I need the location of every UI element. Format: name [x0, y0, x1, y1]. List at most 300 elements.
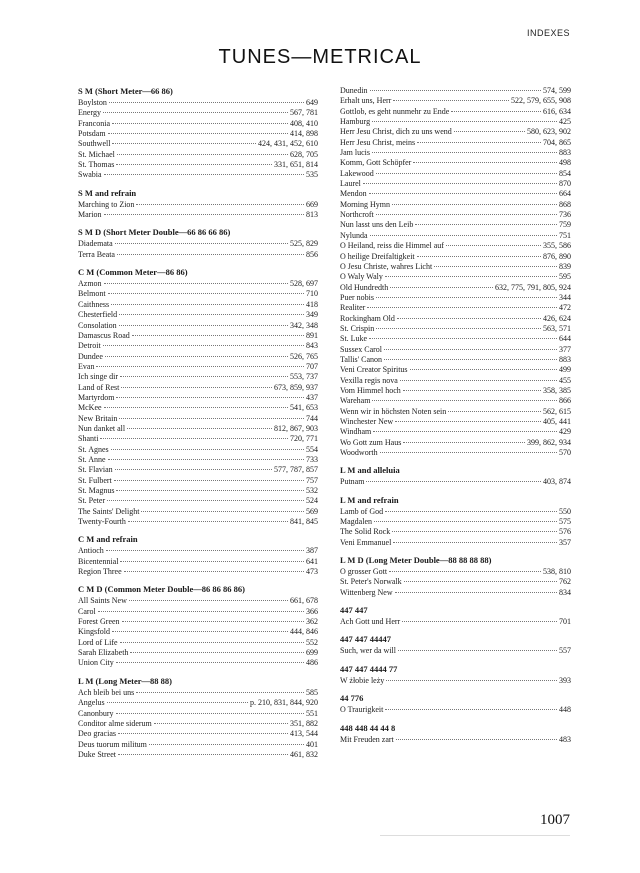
hymn-numbers: 661, 678 — [290, 596, 318, 606]
tune-name: Consolation — [78, 320, 117, 330]
dot-leader — [107, 702, 248, 703]
index-entry — [340, 138, 571, 148]
left-column — [78, 86, 318, 767]
index-section — [340, 555, 571, 598]
tune-name: St. Fulbert — [78, 475, 112, 485]
entry-list — [78, 596, 318, 668]
index-entry — [340, 355, 571, 365]
section-heading: 447 447 44447 — [340, 634, 391, 645]
tune-name: Energy — [78, 108, 101, 118]
index-section — [340, 465, 571, 487]
tune-name: Canonbury — [78, 708, 114, 718]
index-entry — [340, 735, 571, 745]
hymn-numbers: 839 — [559, 261, 571, 271]
hymn-numbers: 532 — [306, 486, 318, 495]
hymn-numbers: 570 — [559, 448, 571, 458]
index-entry — [78, 688, 318, 698]
index-entry — [78, 98, 318, 108]
page-title: TUNES—METRICAL — [218, 46, 422, 68]
hymn-numbers: 701 — [559, 617, 571, 627]
index-entry — [78, 648, 318, 658]
dot-leader — [130, 652, 304, 653]
entry-list — [340, 617, 571, 627]
dot-leader — [372, 400, 557, 401]
entry-list — [340, 676, 571, 686]
index-entry — [78, 352, 318, 362]
dot-leader — [397, 318, 541, 319]
dot-leader — [417, 256, 541, 257]
index-section — [78, 584, 318, 668]
tune-name: O Jesu Christe, wahres Licht — [340, 261, 433, 271]
index-entry — [340, 345, 571, 355]
dot-leader — [128, 521, 288, 522]
section-heading: C M D (Common Meter Double—86 86 86 86) — [78, 584, 245, 595]
tune-name: Wenn wir in höchsten Noten sein — [340, 406, 447, 416]
dot-leader — [454, 131, 525, 132]
dot-leader — [385, 276, 557, 277]
tune-name: Boylston — [78, 98, 107, 107]
hymn-numbers: 553, 737 — [290, 372, 318, 382]
index-entry — [340, 210, 571, 220]
hymn-numbers: 733 — [306, 454, 318, 464]
index-section — [340, 495, 571, 548]
dot-leader — [103, 112, 288, 113]
dot-leader — [413, 162, 557, 163]
hymn-numbers: 585 — [306, 687, 318, 697]
tune-name: St. Peter's Norwalk — [340, 577, 402, 587]
index-section — [78, 188, 318, 221]
index-entry — [78, 414, 318, 424]
dot-leader — [400, 380, 557, 381]
hymn-numbers: 580, 623, 902 — [527, 127, 571, 137]
tune-name: Erhalt uns, Herr — [340, 96, 392, 106]
tune-name: Wareham — [340, 396, 371, 406]
hymn-numbers: 812, 867, 903 — [274, 423, 318, 433]
tune-name: Morning Hymn — [340, 199, 390, 209]
footer-rule — [380, 835, 570, 836]
index-entry — [78, 289, 318, 299]
section-heading: L M and refrain — [340, 494, 399, 505]
index-entry — [340, 158, 571, 168]
dot-leader — [132, 335, 304, 336]
dot-leader — [119, 418, 304, 419]
index-entry — [78, 567, 318, 577]
hymn-numbers: 358, 385 — [543, 385, 571, 395]
tune-name: Conditor alme siderum — [78, 718, 152, 728]
index-entry — [78, 445, 318, 455]
dot-leader — [104, 407, 288, 408]
tune-name: Marching to Zion — [78, 199, 135, 209]
tune-name: Ich singe dir — [78, 372, 118, 382]
index-section — [340, 693, 571, 715]
index-entry — [340, 252, 571, 262]
dot-leader — [109, 102, 304, 103]
tune-name: Deus tuorum militum — [78, 739, 147, 749]
dot-leader — [117, 154, 288, 155]
index-entry — [78, 383, 318, 393]
hymn-numbers: 554 — [306, 444, 318, 454]
hymn-numbers: 399, 862, 934 — [527, 437, 571, 447]
tune-name: Ach bleib bei uns — [78, 687, 135, 697]
tune-name: St. Michael — [78, 149, 115, 159]
index-entry — [78, 250, 318, 260]
tune-name: Mit Freuden zart — [340, 734, 394, 744]
tune-name: Nylunda — [340, 230, 368, 240]
hymn-numbers: 387 — [306, 546, 318, 556]
index-entry — [78, 546, 318, 556]
index-entry — [340, 231, 571, 241]
hymn-numbers: 405, 441 — [543, 417, 571, 426]
hymn-numbers: 522, 579, 655, 908 — [511, 96, 571, 106]
dot-leader — [116, 164, 272, 165]
index-entry — [340, 705, 571, 715]
dot-leader — [116, 490, 304, 491]
tune-name: The Saints' Delight — [78, 506, 140, 516]
tune-name: Southwell — [78, 139, 111, 149]
dot-leader — [119, 314, 304, 315]
entry-list — [340, 507, 571, 548]
index-entry — [340, 427, 571, 437]
tune-name: Dundee — [78, 351, 103, 361]
tune-name: St. Thomas — [78, 160, 115, 170]
tune-name: Lord of Life — [78, 637, 118, 647]
entry-list — [340, 567, 571, 598]
index-entry — [78, 658, 318, 668]
hymn-numbers: 841, 845 — [290, 517, 318, 527]
dot-leader — [376, 328, 541, 329]
tune-name: St. Luke — [340, 334, 368, 344]
tune-name: Sussex Carol — [340, 344, 382, 354]
index-entry — [340, 567, 571, 577]
index-entry — [340, 272, 571, 282]
dot-leader — [367, 307, 557, 308]
tune-name: Sarah Elizabeth — [78, 648, 129, 658]
tune-name: Bicentennial — [78, 556, 119, 566]
hymn-numbers: 393 — [559, 675, 571, 685]
dot-leader — [107, 500, 304, 501]
index-entry — [78, 393, 318, 403]
dot-leader — [149, 744, 304, 745]
index-entry — [78, 372, 318, 382]
hymn-numbers: 744 — [306, 413, 318, 423]
dot-leader — [392, 531, 557, 532]
tune-name: Dunedin — [340, 86, 368, 95]
index-entry — [78, 139, 318, 149]
entry-list — [78, 279, 318, 527]
hymn-numbers: 550 — [559, 506, 571, 516]
tune-name: Azmon — [78, 279, 102, 289]
index-entry — [340, 179, 571, 189]
index-entry — [340, 148, 571, 158]
tune-name: Northcroft — [340, 210, 374, 220]
hymn-numbers: 673, 859, 937 — [274, 382, 318, 392]
index-entry — [340, 617, 571, 627]
tune-name: Old Hundredth — [340, 282, 389, 292]
tune-name: Antioch — [78, 546, 104, 556]
tune-name: Chesterfield — [78, 310, 118, 320]
index-entry — [78, 517, 318, 527]
dot-leader — [376, 214, 557, 215]
tune-name: Ach Gott und Herr — [340, 617, 401, 627]
index-entry — [340, 577, 571, 587]
section-heading: S M D (Short Meter Double—66 86 66 86) — [78, 227, 231, 238]
dot-leader — [108, 293, 304, 294]
dot-leader — [398, 650, 557, 651]
dot-leader — [369, 338, 557, 339]
section-heading: S M and refrain — [78, 187, 137, 198]
index-entry — [78, 719, 318, 729]
dot-leader — [98, 611, 304, 612]
hymn-numbers: 699 — [306, 648, 318, 658]
dot-leader — [451, 111, 541, 112]
dot-leader — [403, 390, 541, 391]
entry-list — [78, 98, 318, 181]
index-entry — [340, 588, 571, 598]
hymn-numbers: 418 — [306, 299, 318, 309]
hymn-numbers: 707 — [306, 361, 318, 371]
tune-name: Veni Creator Spiritus — [340, 365, 408, 375]
tune-name: Mendon — [340, 189, 367, 199]
hymn-numbers: 843 — [306, 341, 318, 351]
dot-leader — [369, 193, 557, 194]
tune-name: Nun danket all — [78, 423, 126, 433]
index-entry — [78, 750, 318, 760]
hymn-numbers: 876, 890 — [543, 251, 571, 261]
dot-leader — [116, 397, 304, 398]
tune-name: St. Peter — [78, 496, 106, 506]
index-section — [78, 86, 318, 181]
hymn-numbers: 574, 599 — [543, 86, 571, 95]
index-entry — [78, 300, 318, 310]
dot-leader — [403, 442, 525, 443]
tune-name: The Solid Rock — [340, 527, 391, 537]
index-entry — [78, 321, 318, 331]
tune-name: Deo gracias — [78, 729, 116, 739]
tune-name: Detroit — [78, 341, 101, 351]
tune-name: Rockingham Old — [340, 313, 395, 323]
section-heading: 448 448 44 44 8 — [340, 722, 396, 733]
hymn-numbers: 856 — [306, 249, 318, 259]
dot-leader — [141, 511, 304, 512]
tune-name: Swabia — [78, 170, 102, 180]
index-section — [340, 723, 571, 745]
tune-name: Gottlob, es geht nunmehr zu Ende — [340, 106, 450, 116]
hymn-numbers: 628, 705 — [290, 149, 318, 159]
tune-name: Wo Gott zum Haus — [340, 437, 402, 447]
dot-leader — [136, 204, 304, 205]
hymn-numbers: 575 — [559, 517, 571, 527]
tune-name: O Traurigkeit — [340, 705, 384, 715]
hymn-numbers: 710 — [306, 289, 318, 299]
index-entry — [78, 424, 318, 434]
hymn-numbers: 357 — [559, 537, 571, 547]
dot-leader — [108, 459, 304, 460]
tune-name: Region Three — [78, 567, 122, 577]
entry-list — [340, 86, 571, 458]
index-entry — [340, 417, 571, 427]
dot-leader — [116, 662, 304, 663]
index-entry — [340, 303, 571, 313]
hymn-numbers: 526, 765 — [290, 351, 318, 361]
dot-leader — [396, 739, 557, 740]
hymn-numbers: 483 — [559, 734, 571, 744]
entry-list — [340, 646, 571, 656]
index-entry — [340, 220, 571, 230]
dot-leader — [104, 214, 304, 215]
dot-leader — [384, 349, 557, 350]
tune-name: Duke Street — [78, 749, 116, 759]
index-entry — [78, 108, 318, 118]
dot-leader — [417, 142, 541, 143]
hymn-numbers: 552 — [306, 637, 318, 647]
tune-name: Hamburg — [340, 117, 371, 127]
entry-list — [340, 735, 571, 745]
dot-leader — [104, 283, 288, 284]
hymn-numbers: 473 — [306, 567, 318, 577]
dot-leader — [390, 287, 493, 288]
index-entry — [340, 365, 571, 375]
tune-name: O Waly Waly — [340, 272, 383, 282]
dot-leader — [363, 183, 557, 184]
tune-name: Franconia — [78, 118, 110, 128]
tune-name: Shanti — [78, 434, 99, 444]
dot-leader — [385, 709, 557, 710]
hymn-numbers: 541, 653 — [290, 403, 318, 413]
section-heading: L M and alleluia — [340, 465, 400, 476]
hymn-numbers: 455 — [559, 375, 571, 385]
index-entry — [340, 376, 571, 386]
dot-leader — [385, 511, 557, 512]
index-entry — [340, 538, 571, 548]
dot-leader — [386, 680, 557, 681]
entry-list — [78, 546, 318, 577]
index-entry — [340, 676, 571, 686]
tune-name: Martyrdom — [78, 392, 115, 402]
dot-leader — [376, 173, 557, 174]
dot-leader — [108, 133, 288, 134]
hymn-numbers: 362 — [306, 617, 318, 627]
dot-leader — [380, 452, 557, 453]
tune-name: Herr Jesu Christ, meins — [340, 137, 416, 147]
index-entry — [340, 293, 571, 303]
tune-name: Puer nobis — [340, 292, 374, 302]
index-entry — [340, 117, 571, 127]
dot-leader — [117, 254, 304, 255]
index-entry — [78, 331, 318, 341]
hymn-numbers: 813 — [306, 210, 318, 220]
tune-name: W żłobie leży — [340, 675, 385, 685]
hymn-numbers: 401 — [306, 739, 318, 749]
dot-leader — [100, 438, 288, 439]
tune-name: Jam lucis — [340, 148, 370, 158]
index-entry — [78, 486, 318, 496]
index-entry — [340, 241, 571, 251]
dot-leader — [402, 621, 557, 622]
index-entry — [340, 127, 571, 137]
tune-name: McKee — [78, 403, 102, 413]
hymn-numbers: 759 — [559, 220, 571, 230]
entry-list — [340, 705, 571, 715]
index-entry — [340, 448, 571, 458]
entry-list — [78, 239, 318, 260]
hymn-numbers: 414, 898 — [290, 129, 318, 139]
tune-name: Union City — [78, 658, 114, 668]
section-heading: C M (Common Meter—86 86) — [78, 267, 188, 278]
index-entry — [340, 386, 571, 396]
dot-leader — [136, 692, 304, 693]
hymn-numbers: 344 — [559, 292, 571, 302]
dot-leader — [415, 224, 557, 225]
dot-leader — [404, 581, 557, 582]
tune-name: Potsdam — [78, 129, 106, 139]
dot-leader — [112, 143, 256, 144]
index-section — [78, 534, 318, 577]
index-entry — [340, 314, 571, 324]
section-heading: C M and refrain — [78, 534, 138, 545]
hymn-numbers: 426, 624 — [543, 313, 571, 323]
tune-name: Putnam — [340, 477, 365, 487]
dot-leader — [434, 266, 557, 267]
entry-list — [78, 688, 318, 760]
dot-leader — [154, 723, 288, 724]
tune-name: Herr Jesu Christ, dich zu uns wend — [340, 127, 452, 137]
section-heading: 447 447 4444 77 — [340, 663, 398, 674]
dot-leader — [112, 631, 288, 632]
hymn-numbers: 444, 846 — [290, 627, 318, 637]
hymn-numbers: 377 — [559, 344, 571, 354]
hymn-numbers: 403, 874 — [543, 477, 571, 487]
tune-name: Forest Green — [78, 617, 120, 627]
hymn-numbers: 429 — [559, 427, 571, 437]
section-heading: L M D (Long Meter Double—88 88 88 88) — [340, 555, 492, 566]
hymn-numbers: 528, 697 — [290, 279, 318, 289]
hymn-numbers: 883 — [559, 148, 571, 158]
index-entry — [340, 86, 571, 96]
tune-name: Belmont — [78, 289, 106, 299]
index-entry — [340, 507, 571, 517]
tune-name: Komm, Gott Schöpfer — [340, 158, 412, 168]
hymn-numbers: 883 — [559, 354, 571, 364]
dot-leader — [384, 359, 557, 360]
index-entry — [78, 403, 318, 413]
dot-leader — [446, 245, 541, 246]
tune-name: Nun lasst uns den Leib — [340, 220, 414, 230]
dot-leader — [129, 600, 288, 601]
tune-name: Vexilla regis nova — [340, 375, 398, 385]
tune-name: Twenty-Fourth — [78, 517, 126, 527]
hymn-numbers: 551 — [306, 708, 318, 718]
hymn-numbers: 366 — [306, 606, 318, 616]
tune-name: New Britain — [78, 413, 118, 423]
index-entry — [78, 434, 318, 444]
hymn-numbers: 834 — [559, 587, 571, 597]
index-entry — [340, 262, 571, 272]
index-entry — [340, 324, 571, 334]
tune-name: O heilige Dreifaltigkeit — [340, 251, 415, 261]
index-entry — [340, 407, 571, 417]
tune-name: Carol — [78, 606, 96, 616]
dot-leader — [105, 356, 288, 357]
hymn-numbers: 577, 787, 857 — [274, 465, 318, 475]
dot-leader — [372, 152, 557, 153]
hymn-numbers: p. 210, 831, 844, 920 — [250, 698, 318, 708]
tune-name: Damascus Road — [78, 330, 130, 340]
dot-leader — [115, 243, 288, 244]
index-entry — [78, 698, 318, 708]
tune-name: Laurel — [340, 179, 361, 189]
index-entry — [340, 200, 571, 210]
entry-list — [78, 200, 318, 221]
